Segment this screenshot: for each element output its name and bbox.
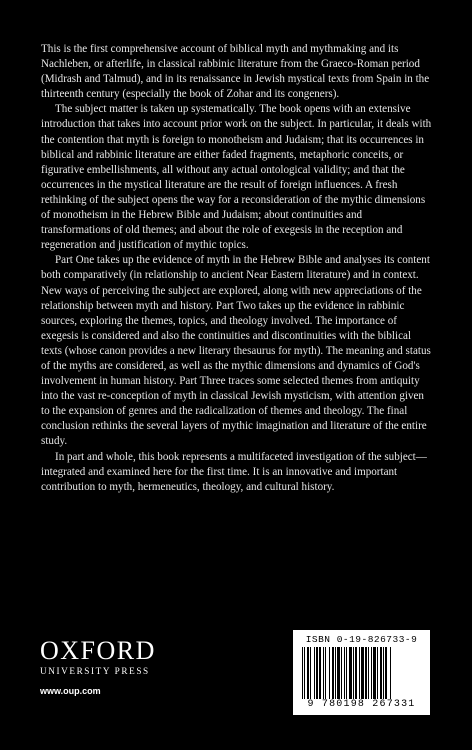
barcode-bar <box>349 647 352 699</box>
barcode-bar <box>346 647 347 699</box>
barcode-bar <box>302 647 303 699</box>
barcode-bar <box>373 647 376 699</box>
barcode-bar <box>310 647 311 699</box>
barcode-bar <box>365 647 367 699</box>
publisher-subtitle: UNIVERSITY PRESS <box>40 666 150 676</box>
barcode-bar <box>325 647 326 699</box>
barcode-bar <box>390 647 391 699</box>
isbn-label: ISBN 0-19-826733-9 <box>305 634 418 645</box>
barcode-bars <box>302 647 421 699</box>
barcode-bar <box>304 647 305 699</box>
barcode-bar <box>344 647 345 699</box>
publisher-name: OXFORD <box>40 636 156 665</box>
barcode-bar <box>355 647 357 699</box>
blurb-text <box>41 42 433 495</box>
blurb-paragraph-1: This is the first comprehensive account of biblical myth and mythmaking and its Nachleben, or afterlife, in classical rabbinic literature from the Graeco-Roman period (Midrash and Talmud), and in its renaissance in Jewish mystical texts from Spain in the thirteenth century (especially the book of Zohar and its congeners). <box>41 43 430 101</box>
barcode-bar <box>341 647 342 699</box>
publisher-logo <box>40 638 160 677</box>
barcode-bar <box>359 647 360 699</box>
barcode-bar <box>319 647 321 699</box>
barcode-bar <box>316 647 318 699</box>
barcode-bar <box>335 647 336 699</box>
barcode-panel <box>293 630 430 715</box>
barcode-bar <box>329 647 330 699</box>
barcode-bar <box>380 647 382 699</box>
barcode-bar <box>332 647 334 699</box>
blurb-paragraph-2: The subject matter is taken up systematically. The book opens with an extensive introduction that takes into account prior work on the subject. In particular, it deals with the contention that myth is foreign to monotheism and Judaism; that its occurrences in biblical and rabbinic literature are either faded fragments, metaphoric conceits, or figurative embellishments, all without any actual ontological validity; and that the occurrences in the mystical literature are the result of foreign influences. A fresh rethinking of the subject opens the way for a reconsideration of the mythic dimensions of monotheism in the Hebrew Bible and Judaism; about continuities and transformations of old themes; and about the role of exegesis in the reception and regeneration and justification of mythic topics. <box>41 103 432 252</box>
barcode-bar <box>385 647 387 699</box>
barcode-bar <box>383 647 384 699</box>
barcode-bar <box>361 647 364 699</box>
barcode-bar <box>323 647 324 699</box>
barcode-bar <box>368 647 369 699</box>
blurb-paragraph-3: Part One takes up the evidence of myth in the Hebrew Bible and analyses its content both comparatively (in relationship to ancient Near Eastern literature) and in context. New ways of perceiving the subject are explored, along with new appreciations of the relationship between myth and history. Part Two takes up the evidence in rabbinic sources, exploring the themes, topics, and theology involved. The importance of exegesis is considered and also the continuities and discontinuities with the biblical texts (whose canon provides a new literary thesaurus for myth). The meaning and status of the myths are considered, as well as the mythic dimensions and dynamics of God's involvement in human history. Part Three traces some selected themes from antiquity into the vast re-conception of myth in classical Jewish mysticism, with attention given to the expansion of genres and the radicalization of themes and theology. The final conclusion rethinks the several layers of mythic imagination and literature of the entire study. <box>41 254 431 448</box>
barcode-bar <box>307 647 309 699</box>
publisher-website: www.oup.com <box>40 686 101 696</box>
barcode-bar <box>314 647 315 699</box>
barcode-bar <box>337 647 340 699</box>
barcode-number: 9 780198 267331 <box>307 699 416 710</box>
barcode-bar <box>371 647 372 699</box>
barcode-bar <box>377 647 378 699</box>
blurb-paragraph-4: In part and whole, this book represents a multifaceted investigation of the subject—integrated and examined here for the first time. It is an innovative and important contribution to myth, hermeneutics, theology, and cultural history. <box>41 450 427 493</box>
barcode-bar <box>353 647 354 699</box>
